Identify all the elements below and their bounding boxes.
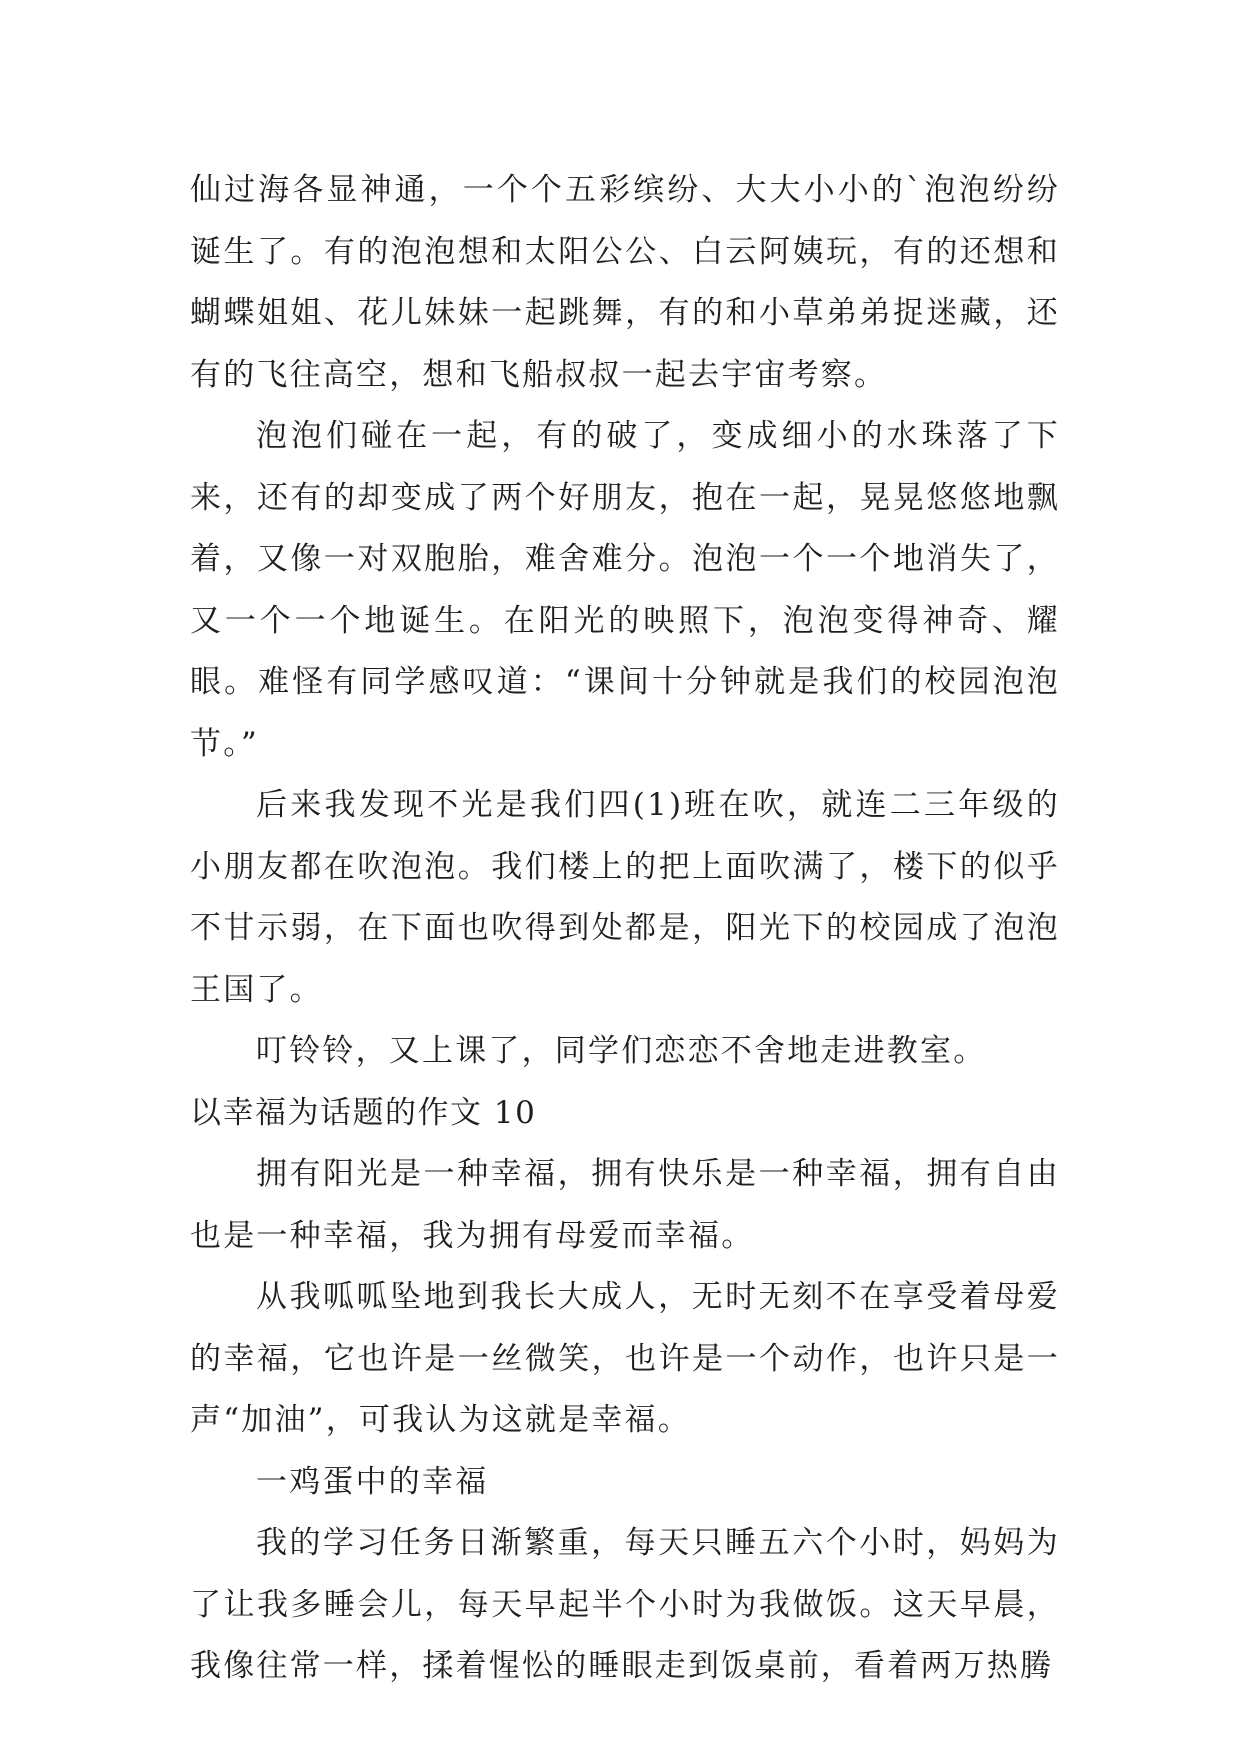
paragraph-morning-breakfast: 我的学习任务日渐繁重，每天只睡五六个小时，妈妈为了让我多睡会儿，每天早起半个小时为我做饭。这天早晨，我像往常一样，揉着惺忪的睡眼走到饭桌前，看着两万热腾 [190,1525,1060,1684]
paragraph-happiness-intro: 拥有阳光是一种幸福，拥有快乐是一种幸福，拥有自由也是一种幸福，我为拥有母爱而幸福。 [190,1156,1060,1254]
section-title: 以幸福为话题的作文 10 [190,1094,537,1131]
document-body [190,160,1060,1698]
paragraph-bubbles-collide: 泡泡们碰在一起，有的破了，变成细小的水珠落了下来，还有的却变成了两个好朋友，抱在一起，晃晃悠悠地飘着，又像一对双胞胎，难舍难分。泡泡一个一个地消失了，又一个一个地诞生。在阳光的映照下，泡泡变得神奇、耀眼。难怪有同学感叹道：“课间十分钟就是我们的校园泡泡节。” [190,418,1060,762]
subheading-egg-happiness: 一鸡蛋中的幸福 [256,1463,489,1500]
paragraph-bubbles-birth: 仙过海各显神通，一个个五彩缤纷、大大小小的`泡泡纷纷诞生了。有的泡泡想和太阳公公、白云阿姨玩，有的还想和蝴蝶姐姐、花儿妹妹一起跳舞，有的和小草弟弟捉迷藏，还有的飞往高空，想和飞船叔叔一起去宇宙考察。 [190,172,1060,393]
paragraph-mothers-love: 从我呱呱坠地到我长大成人，无时无刻不在享受着母爱的幸福，它也许是一丝微笑，也许是一个动作，也许只是一声“加油”，可我认为这就是幸福。 [190,1279,1060,1438]
paragraph-bell-rings: 叮铃铃，又上课了，同学们恋恋不舍地走进教室。 [256,1033,987,1069]
paragraph-whole-school: 后来我发现不光是我们四(1)班在吹，就连二三年级的小朋友都在吹泡泡。我们楼上的把上面吹满了，楼下的似乎不甘示弱，在下面也吹得到处都是，阳光下的校园成了泡泡王国了。 [190,787,1060,1008]
